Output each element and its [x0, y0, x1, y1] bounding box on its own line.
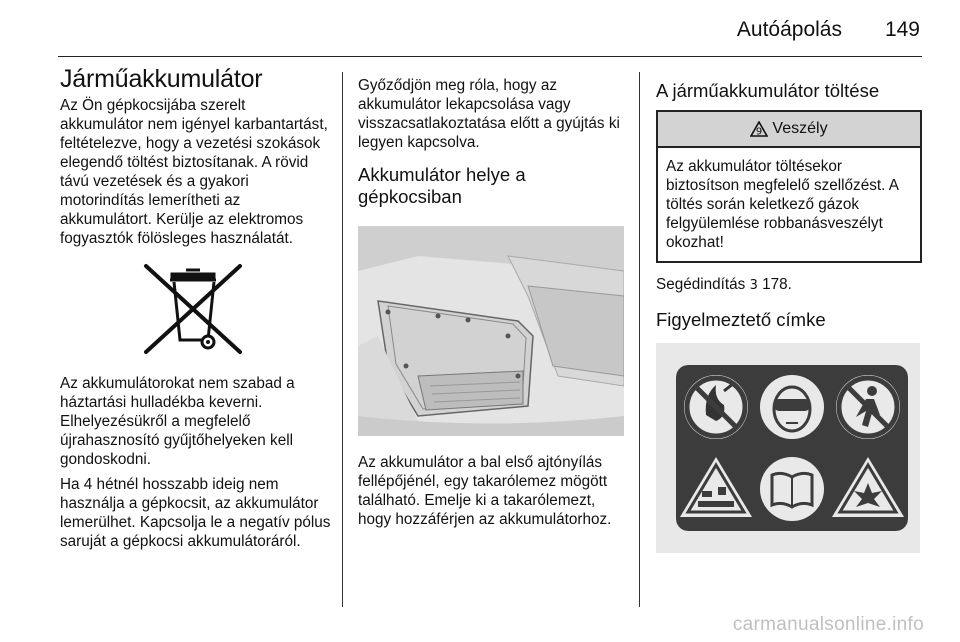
- crossed-out-wheelie-bin-icon: [142, 262, 244, 358]
- warning-title: Veszély: [772, 120, 828, 137]
- warning-text: Az akkumulátor töltésekor biztosítson megfelelő szellőzést. A töltés során keletkező gázok felgyülemlése robbanásveszélyt okozhat!: [666, 158, 899, 251]
- column-divider: [342, 72, 343, 607]
- page-header: [0, 0, 960, 60]
- reference-arrow-icon: 3: [749, 278, 758, 293]
- subsection-heading: A járműakkumulátor töltése: [656, 80, 880, 101]
- warning-triangle-icon: [750, 121, 768, 137]
- reference-label: Segédindítás: [656, 276, 750, 293]
- subsection-heading: Figyelmeztető címke: [656, 309, 826, 330]
- danger-warning-box: [656, 110, 922, 263]
- warning-header: [658, 112, 920, 148]
- watermark: carmanualsonline.info: [732, 614, 924, 635]
- reference-page: 178.: [757, 276, 792, 293]
- subsection-heading: Akkumulátor helye a gépkocsiban: [358, 164, 526, 207]
- warning-label-icons: [676, 365, 908, 531]
- cross-reference: [656, 275, 922, 295]
- warning-label-panel: [656, 343, 920, 553]
- eye-protection-icon: [760, 375, 824, 439]
- page-number: 149: [884, 18, 920, 41]
- svg-text:9: 9: [756, 126, 763, 137]
- read-manual-icon: [760, 457, 824, 521]
- paragraph: Az Ön gépkocsijába szerelt akkumulátor nem igényel karbantartást, feltételezve, hogy a vezetési szokások elegendő töltést biztosítanak. A rövid távú vezetések és a gyakori motorindítás lemerítheti az akkumulátort. Kerülje az elektromos fogyasztók fölösleges használatát.: [60, 97, 328, 247]
- header-rule: [58, 56, 922, 57]
- no-open-flame-icon: [684, 375, 748, 439]
- column-1: [60, 64, 332, 551]
- front-door-step-battery-cover-photo: [358, 226, 624, 436]
- paragraph: Az akkumulátorokat nem szabad a háztartási hulladékba keverni. Elhelyezésükről a megfelelő újrahasznosító gyűjtőhelyeken kell gondoskodni.: [60, 375, 295, 468]
- column-3: [656, 80, 922, 553]
- header-title: Autóápolás: [736, 18, 842, 41]
- paragraph: Ha 4 hétnél hosszabb ideig nem használja a gépkocsit, az akkumulátor lemerülhet. Kapcsolja le a negatív pólus saruját a gépkocsi akkumulátoráról.: [60, 476, 331, 550]
- paragraph: Győződjön meg róla, hogy az akkumulátor lekapcsolása vagy visszacsatlakoztatása előtt a gyújtás ki legyen kapcsolva.: [358, 77, 620, 151]
- paragraph: Az akkumulátor a bal első ajtónyílás fellépőjénél, egy takarólemez mögött található. Emelje ki a takarólemezt, hogy hozzáférjen az akkumulátorhoz.: [358, 454, 612, 528]
- keep-away-from-children-icon: [836, 375, 900, 439]
- column-2: [358, 76, 626, 529]
- column-divider: [639, 72, 640, 607]
- section-heading: Járműakkumulátor: [60, 65, 263, 93]
